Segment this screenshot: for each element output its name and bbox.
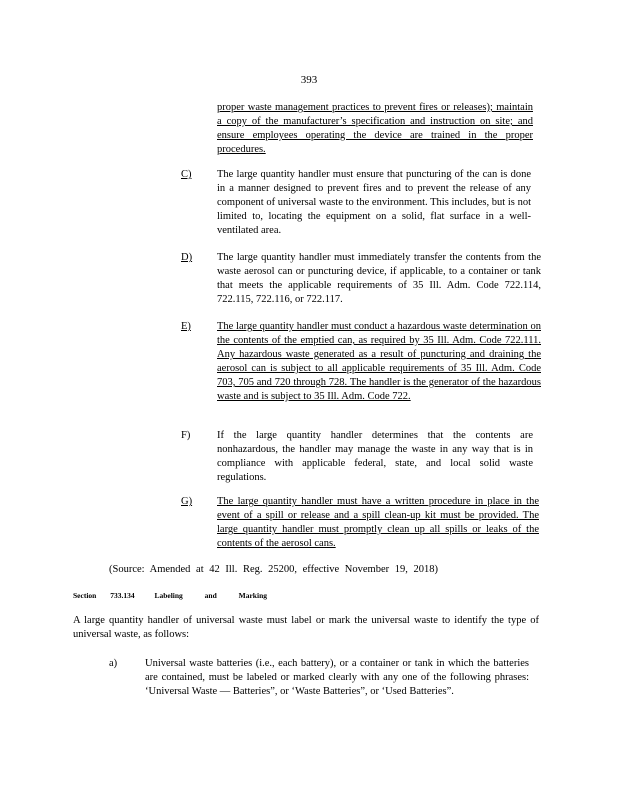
section-intro: A large quantity handler of universal waste must label or mark the universal waste to identify the type of universal waste, as follows: [73, 615, 539, 640]
section-word: Section [73, 591, 97, 600]
page-number: 393 [300, 74, 318, 86]
section-number: 733.134 [110, 591, 135, 600]
item-f-label: F) [181, 430, 191, 441]
source-note: (Source: Amended at 42 Ill. Reg. 25200, effective November 19, 2018) [109, 564, 438, 575]
item-e-label: E) [181, 321, 191, 332]
item-c-text: The large quantity handler must ensure that puncturing of the can is done in a manner designed to prevent fires and to prevent the release of any component of universal waste to the environment. This includes, but is not limited to, locating the equipment on a solid, flat surface in a well-ventilated area. [217, 169, 531, 236]
item-g-label: G) [181, 496, 193, 507]
item-e-text: The large quantity handler must conduct a hazardous waste determination on the contents of the emptied can, as required by 35 Ill. Adm. Code 722.111. Any hazardous waste generated as a result of puncturing and draining the aerosol can is subject to all applicable requirements of 35 Ill. Adm. Code 703, 705 and 720 through 728. The handler is the generator of the hazardous waste and is subject to 35 Ill. Adm. Code 722. [217, 321, 541, 402]
item-d-label: D) [181, 252, 193, 263]
item-d-text: The large quantity handler must immediately transfer the contents from the waste aerosol can or puncturing device, if applicable, to a container or tank that meets the applicable requirements of 35 Ill. Adm. Code 722.114, 722.115, 722.116, or 722.117. [217, 252, 541, 305]
intro-continuation: proper waste management practices to prevent fires or releases); maintain a copy of the manufacturer’s specification and instruction on site; and ensure employees operating the device are trained in the proper procedures. [217, 102, 533, 155]
item-g-text: The large quantity handler must have a written procedure in place in the event of a spill or release and a spill clean-up kit must be provided. The large quantity handler must promptly clean up all spills or leaks of the contents of the aerosol cans. [217, 496, 539, 549]
item-c-label: C) [181, 169, 192, 180]
item-f-text: If the large quantity handler determines that the contents are nonhazardous, the handler may manage the waste in any way that is in compliance with applicable federal, state, and local solid waste regulations. [217, 430, 533, 483]
subsection-a-label: a) [109, 658, 118, 669]
subsection-a-text: Universal waste batteries (i.e., each battery), or a container or tank in which the batteries are contained, must be labeled or marked clearly with any one of the following phrases: ‘Universal Waste — Batteries”, or ‘Waste Batteries”, or ‘Used Batteries”. [145, 658, 529, 697]
section-heading [73, 591, 267, 600]
section-title: Labeling and Marking [154, 591, 267, 600]
